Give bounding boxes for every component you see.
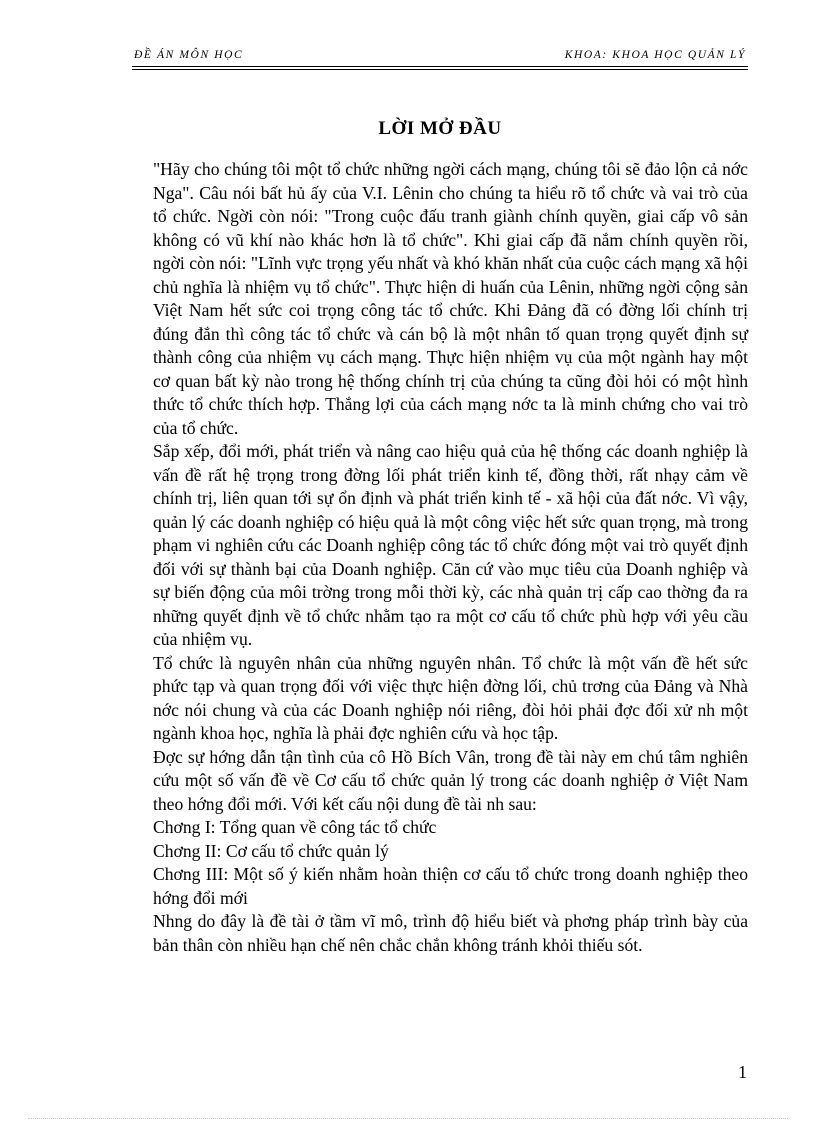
chapter-three-line: Chơng III: Một số ý kiến nhằm hoàn thiện cơ cấu tổ chức trong doanh nghiệp theo hớng đổi mới bbox=[153, 864, 748, 908]
chapter-one-line: Chơng I: Tổng quan về công tác tổ chức bbox=[153, 817, 437, 837]
page-number: 1 bbox=[738, 1062, 747, 1082]
paragraph-organization-cause: Tổ chức là nguyên nhân của những nguyên nhân. Tổ chức là một vấn đề hết sức phức tạp và quan trọng đối với việc thực hiện đờng lối, chủ trơng của Đảng và Nhà nớc nói chung và của các Doanh nghiệp nói riêng, đòi hỏi phải đợc đối xử nh một ngành khoa học, nghĩa là phải đợc nghiên cứu và học tập. bbox=[153, 652, 748, 743]
paragraph-intro-quote: "Hãy cho chúng tôi một tổ chức những ngời cách mạng, chúng tôi sẽ đảo lộn cả nớc Nga". Câu nói bất hủ ấy của V.I. Lênin cho chúng ta hiểu rõ tổ chức và vai trò của tổ chức. Ngời còn nói: "Trong cuộc đấu tranh giành chính quyền, giai cấp vô sản không có vũ khí nào khác hơn là tổ chức". Khi giai cấp đã nắm chính quyền rồi, ngời còn nói: "Lĩnh vực trọng yếu nhất và khó khăn nhất của cuộc cách mạng xã hội chủ nghĩa là nhiệm vụ tổ chức". Thực hiện di huấn của Lênin, những ngời cộng sản Việt Nam hết sức coi trọng công tác tổ chức. Khi Đảng đã có đờng lối chính trị đúng đắn thì công tác tổ chức và cán bộ là một nhân tố quan trọng quyết định sự thành công của nhiệm vụ cách mạng. Thực hiện nhiệm vụ của một ngành hay một cơ quan bất kỳ nào trong hệ thống chính trị của chúng ta cũng đòi hỏi có một hình thức tổ chức thích hợp. Thắng lợi của cách mạng nớc ta là minh chứng cho vai trò của tổ chức. bbox=[153, 159, 748, 438]
document-title: LỜI MỞ ĐẦU bbox=[378, 118, 502, 139]
page-bottom-divider bbox=[28, 1118, 788, 1119]
document-body bbox=[153, 158, 748, 957]
header-course-label: ĐỀ ÁN MÔN HỌC bbox=[134, 49, 244, 61]
page-header bbox=[132, 44, 748, 70]
chapter-two-line: Chơng II: Cơ cấu tổ chức quản lý bbox=[153, 840, 389, 861]
header-faculty-label: KHOA: KHOA HỌC QUẢN LÝ bbox=[564, 49, 746, 61]
paragraph-enterprise-reform: Sắp xếp, đổi mới, phát triển và nâng cao hiệu quả của hệ thống các doanh nghiệp là vấn đề rất hệ trọng trong đờng lối phát triển kinh tế, đồng thời, rất nhạy cảm về chính trị, liên quan tới sự ổn định và phát triển kinh tế - xã hội của đất nớc. Vì vậy, quản lý các doanh nghiệp có hiệu quả là một công việc hết sức quan trọng, mà trong phạm vi nghiên cứu các Doanh nghiệp công tác tổ chức đóng một vai trò quyết định đối với sự thành bại của Doanh nghiệp. Căn cứ vào mục tiêu của Doanh nghiệp và sự biến động của môi trờng trong mỗi thời kỳ, các nhà quản trị cấp cao thờng đa ra những quyết định về tổ chức nhằm tạo ra một cơ cấu tổ chức phù hợp với yêu cầu của nhiệm vụ. bbox=[153, 441, 748, 649]
paragraph-limitations: Nhng do đây là đề tài ở tầm vĩ mô, trình độ hiểu biết và phơng pháp trình bày của bản thân còn nhiều hạn chế nên chắc chắn không tránh khỏi thiếu sót. bbox=[153, 911, 748, 955]
paragraph-guidance: Đợc sự hớng dẫn tận tình của cô Hồ Bích Vân, trong đề tài này em chú tâm nghiên cứu một số vấn đề về Cơ cấu tổ chức quản lý trong các doanh nghiệp ở Việt Nam theo hớng đổi mới. Với kết cấu nội dung đề tài nh sau: bbox=[153, 746, 748, 814]
